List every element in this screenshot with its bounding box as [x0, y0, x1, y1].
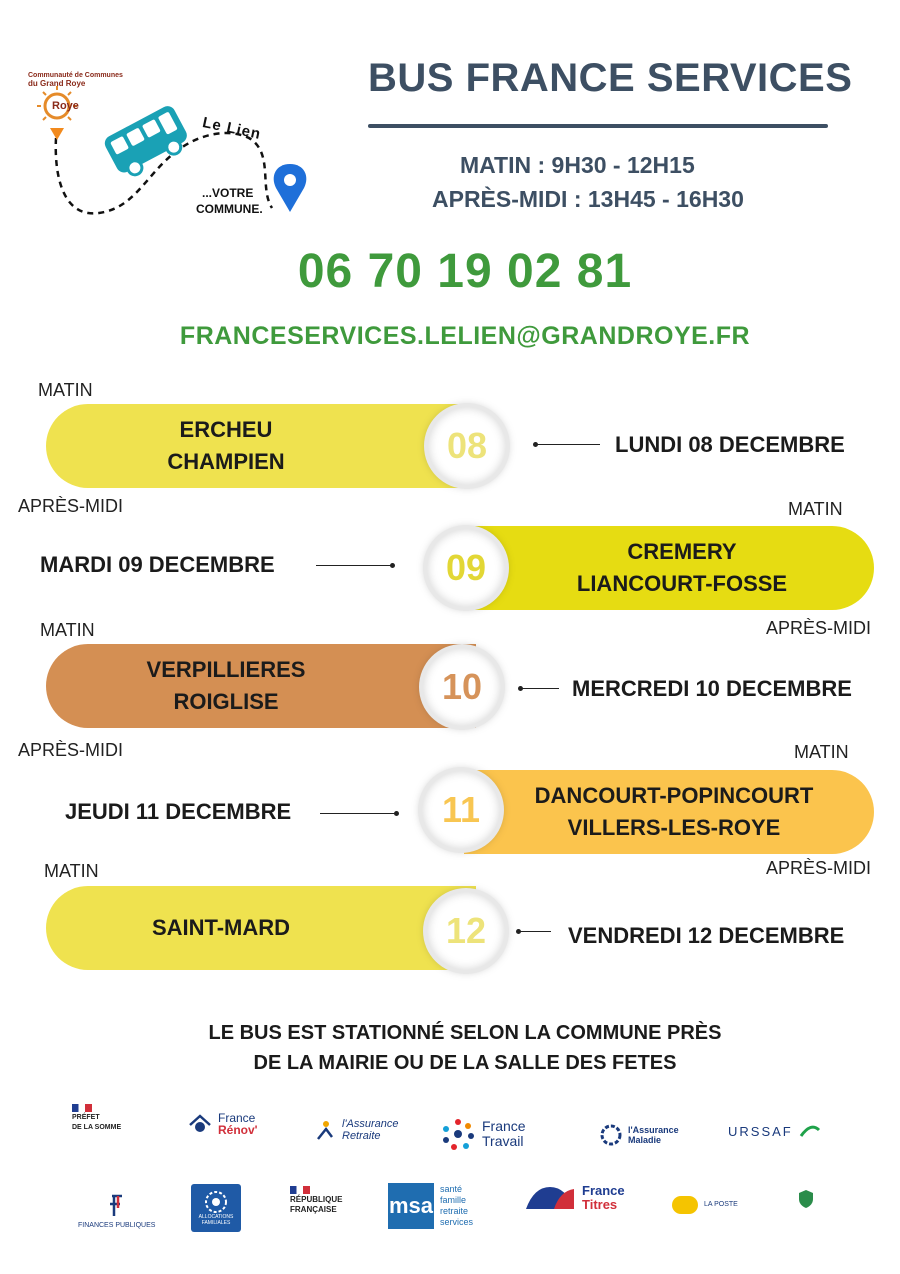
period-label: MATIN	[40, 620, 95, 640]
day-number-badge: 08	[428, 407, 506, 485]
bird-icon	[672, 1196, 698, 1214]
house-icon	[188, 1113, 212, 1135]
hours-morning: MATIN : 9H30 - 12H15	[460, 152, 695, 178]
logo-tagline-1: ...VOTRE	[202, 186, 254, 200]
leader-dot	[394, 811, 399, 816]
town-name: SAINT-MARD	[151, 915, 291, 940]
leader-line	[521, 688, 559, 689]
bus-route-icon	[24, 68, 324, 228]
swoosh-icon	[799, 1124, 821, 1140]
shield-icon	[796, 1188, 816, 1210]
day-number-badge: 10	[423, 648, 501, 726]
towns-pill	[464, 770, 874, 854]
hours-afternoon: APRÈS-MIDI : 13H45 - 16H30	[432, 186, 744, 212]
period-label: APRÈS-MIDI	[18, 496, 124, 516]
period-label: APRÈS-MIDI	[766, 618, 872, 638]
family-icon	[203, 1190, 229, 1214]
leader-line	[519, 931, 551, 932]
partner-logo-republique: RÉPUBLIQUE FRANÇAISE	[290, 1186, 342, 1214]
partner-logo-france-travail: France Travail	[440, 1116, 526, 1152]
partner-logo-assurance-maladie: l'Assurance Maladie	[600, 1124, 679, 1146]
day-label: MARDI 09 DECEMBRE	[40, 552, 275, 577]
finance-icon	[106, 1194, 128, 1218]
partner-logo-caf: ALLOCATIONS FAMILIALES	[191, 1184, 241, 1232]
day-label: VENDREDI 12 DECEMBRE	[568, 923, 845, 948]
titres-icon	[524, 1185, 576, 1211]
town-name: ROIGLISE	[173, 689, 279, 714]
leader-line	[320, 813, 396, 814]
email-address[interactable]: FRANCESERVICES.LELIEN@GRANDROYE.FR	[179, 322, 751, 350]
msa-icon: msa	[388, 1183, 434, 1229]
partner-logo-shield	[796, 1188, 816, 1215]
town-name: VERPILLIERES	[146, 657, 306, 682]
dots-icon	[440, 1116, 476, 1152]
partner-logo-france-titres: France Titres	[524, 1184, 625, 1212]
period-label: MATIN	[38, 380, 93, 400]
town-name: CREMERY	[627, 539, 737, 564]
period-label: APRÈS-MIDI	[766, 858, 872, 878]
logo-tagline-2: COMMUNE.	[196, 202, 263, 216]
period-label: MATIN	[44, 861, 99, 881]
figure-icon	[314, 1119, 336, 1141]
day-number-badge: 12	[427, 892, 505, 970]
towns-pill	[470, 526, 874, 610]
logo-org-line1: Communauté de Communes	[28, 72, 123, 79]
towns-pill	[46, 886, 476, 970]
period-label: MATIN	[794, 742, 849, 762]
parking-note-line: DE LA MAIRIE OU DE LA SALLE DES FETES	[253, 1052, 677, 1074]
parking-note	[0, 1018, 900, 1078]
towns-pill	[46, 404, 476, 488]
partner-logo-msa: msa santé famille retraite services	[388, 1184, 474, 1227]
leader-dot	[390, 563, 395, 568]
parking-note-line: LE BUS EST STATIONNÉ SELON LA COMMUNE PRÈS	[208, 1022, 722, 1044]
partner-logo-prefet: PRÉFET DE LA SOMME	[72, 1104, 121, 1132]
leader-line	[316, 565, 392, 566]
logo-org-line2: du Grand Roye	[28, 79, 86, 88]
day-label: LUNDI 08 DECEMBRE	[615, 432, 845, 457]
le-lien-logo	[24, 68, 324, 228]
period-label: MATIN	[788, 499, 843, 519]
partner-logo-assurance-retraite: l'Assurance Retraite	[314, 1118, 399, 1142]
partner-logo-finances-publiques: FINANCES PUBLIQUES	[78, 1194, 155, 1232]
town-name: VILLERS-LES-ROYE	[567, 815, 781, 840]
marianne-icon	[72, 1104, 92, 1112]
partner-logo-urssaf: URSSAF	[728, 1124, 821, 1140]
town-name: ERCHEU	[179, 417, 273, 442]
page-title: BUS FRANCE SERVICES	[368, 56, 853, 100]
day-label: MERCREDI 10 DECEMBRE	[572, 676, 852, 701]
period-label: APRÈS-MIDI	[18, 740, 124, 760]
day-number-badge: 09	[427, 529, 505, 607]
partner-logo-france-renov: France Rénov'	[188, 1112, 258, 1136]
towns-pill	[46, 644, 476, 728]
marianne-icon	[290, 1186, 310, 1194]
health-icon	[600, 1124, 622, 1146]
partner-logo-la-poste: LA POSTE	[672, 1196, 738, 1214]
leader-line	[536, 444, 600, 445]
logo-brand: Le Lien	[200, 113, 263, 144]
title-divider	[368, 124, 828, 128]
town-name: CHAMPIEN	[167, 449, 285, 474]
phone-number[interactable]: 06 70 19 02 81	[297, 245, 633, 298]
logo-org-name: Roye	[52, 100, 79, 112]
day-number-badge: 11	[422, 771, 500, 849]
day-label: JEUDI 11 DECEMBRE	[65, 799, 292, 824]
town-name: DANCOURT-POPINCOURT	[534, 783, 814, 808]
town-name: LIANCOURT-FOSSE	[576, 571, 788, 596]
